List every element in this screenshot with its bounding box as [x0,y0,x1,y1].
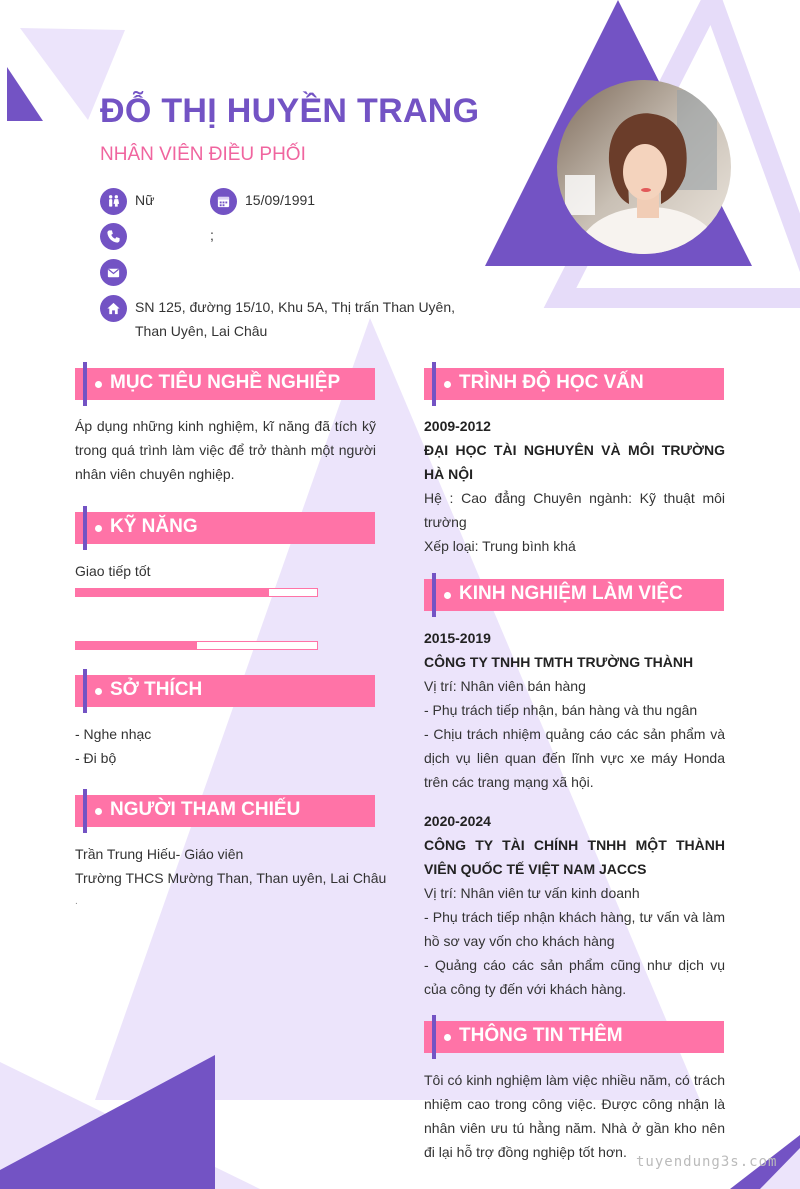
skills-heading [75,512,375,544]
objective-heading-label: MỤC TIÊU NGHỀ NGHIỆP [110,372,341,393]
home-icon [100,295,127,322]
additional-heading-label: THÔNG TIN THÊM [459,1025,623,1046]
job-2-duty-1: - Phụ trách tiếp nhận khách hàng, tư vấn và làm hồ sơ vay vốn cho khách hàng [424,909,725,949]
skill-bar-1-fill [76,589,269,596]
experience-heading-label: KINH NGHIỆM LÀM VIỆC [459,583,683,604]
education-heading [424,368,724,400]
skill-bar-2-fill [76,642,197,649]
job-1-duty-1: - Phụ trách tiếp nhận, bán hàng và thu ngân [424,702,698,718]
education-degree: Hệ : Cao đẳng Chuyên ngành: Kỹ thuật môi trường [424,490,725,530]
candidate-name: ĐỖ THỊ HUYỀN TRANG [100,92,480,130]
reference-line-1: Trần Trung Hiếu- Giáo viên [75,846,244,862]
skill-bar-2 [75,641,318,650]
references-heading [75,795,375,827]
hobby-item-1: - Nghe nhạc [75,726,152,742]
job-1-company: CÔNG TY TNHH TMTH TRƯỜNG THÀNH [424,654,694,670]
objective-heading [75,368,375,400]
education-period: 2009-2012 [424,418,491,434]
watermark: tuyendung3s.com [636,1154,778,1170]
reference-line-3: . [75,896,78,907]
job-1-period: 2015-2019 [424,630,491,646]
skills-heading-label: KỸ NĂNG [110,516,198,537]
education-heading-label: TRÌNH ĐỘ HỌC VẤN [459,372,644,393]
job-2-company: CÔNG TY TÀI CHÍNH TNHH MỘT THÀNH VIÊN QUỐC TẾ VIỆT NAM JACCS [424,837,725,877]
hobby-item-2: - Đi bộ [75,750,117,766]
education-school: ĐẠI HỌC TÀI NGHUYÊN VÀ MÔI TRƯỜNG HÀ NỘI [424,442,725,482]
reference-line-2: Trường THCS Mường Than, Than uyên, Lai Châu [75,870,387,886]
calendar-icon [210,188,237,215]
address-line-2: Than Uyên, Lai Châu [135,323,268,339]
hobbies-heading-label: SỞ THÍCH [110,679,203,700]
objective-text: Áp dụng những kinh nghiệm, kĩ năng đã tích kỹ trong quá trình làm việc để trở thành một người nhân viên chuyên nghiệp. [75,418,376,482]
mail-icon [100,259,127,286]
references-heading-label: NGƯỜI THAM CHIẾU [110,799,301,820]
phone-icon [100,223,127,250]
gender-value: Nữ [135,192,155,208]
phone-value: ; [210,227,214,243]
job-2-duty-2: - Quảng cáo các sản phẩm cũng như dịch vụ của công ty đến với khách hàng. [424,957,725,997]
skill-label-1: Giao tiếp tốt [75,563,151,579]
additional-text: Tôi có kinh nghiệm làm việc nhiều năm, có trách nhiệm cao trong công việc. Được công nhận là nhân viên ưu tú hằng năm. Nhà ở gần kho nên đi lại hỗ trợ đồng nghiệp tốt hơn. [424,1072,725,1160]
birthday-value: 15/09/1991 [245,192,316,208]
education-rank: Xếp loại: Trung bình khá [424,538,576,554]
skill-bar-1 [75,588,318,597]
gender-icon [100,188,127,215]
job-1-duty-2: - Chịu trách nhiệm quảng cáo các sản phẩm và dịch vụ liên quan đến lĩnh vực xe máy Honda trên các trang mạng xã hội. [424,726,725,790]
job-2-period: 2020-2024 [424,813,491,829]
experience-heading [424,579,724,611]
hobbies-heading [75,675,375,707]
profile-photo [557,80,731,254]
job-1-position: Vị trí: Nhân viên bán hàng [424,678,586,694]
job-2-position: Vị trí: Nhân viên tư vấn kinh doanh [424,885,640,901]
job-title: NHÂN VIÊN ĐIỀU PHỐI [100,144,306,165]
address-line-1: SN 125, đường 15/10, Khu 5A, Thị trấn Than Uyên, [135,299,456,315]
additional-heading [424,1021,724,1053]
